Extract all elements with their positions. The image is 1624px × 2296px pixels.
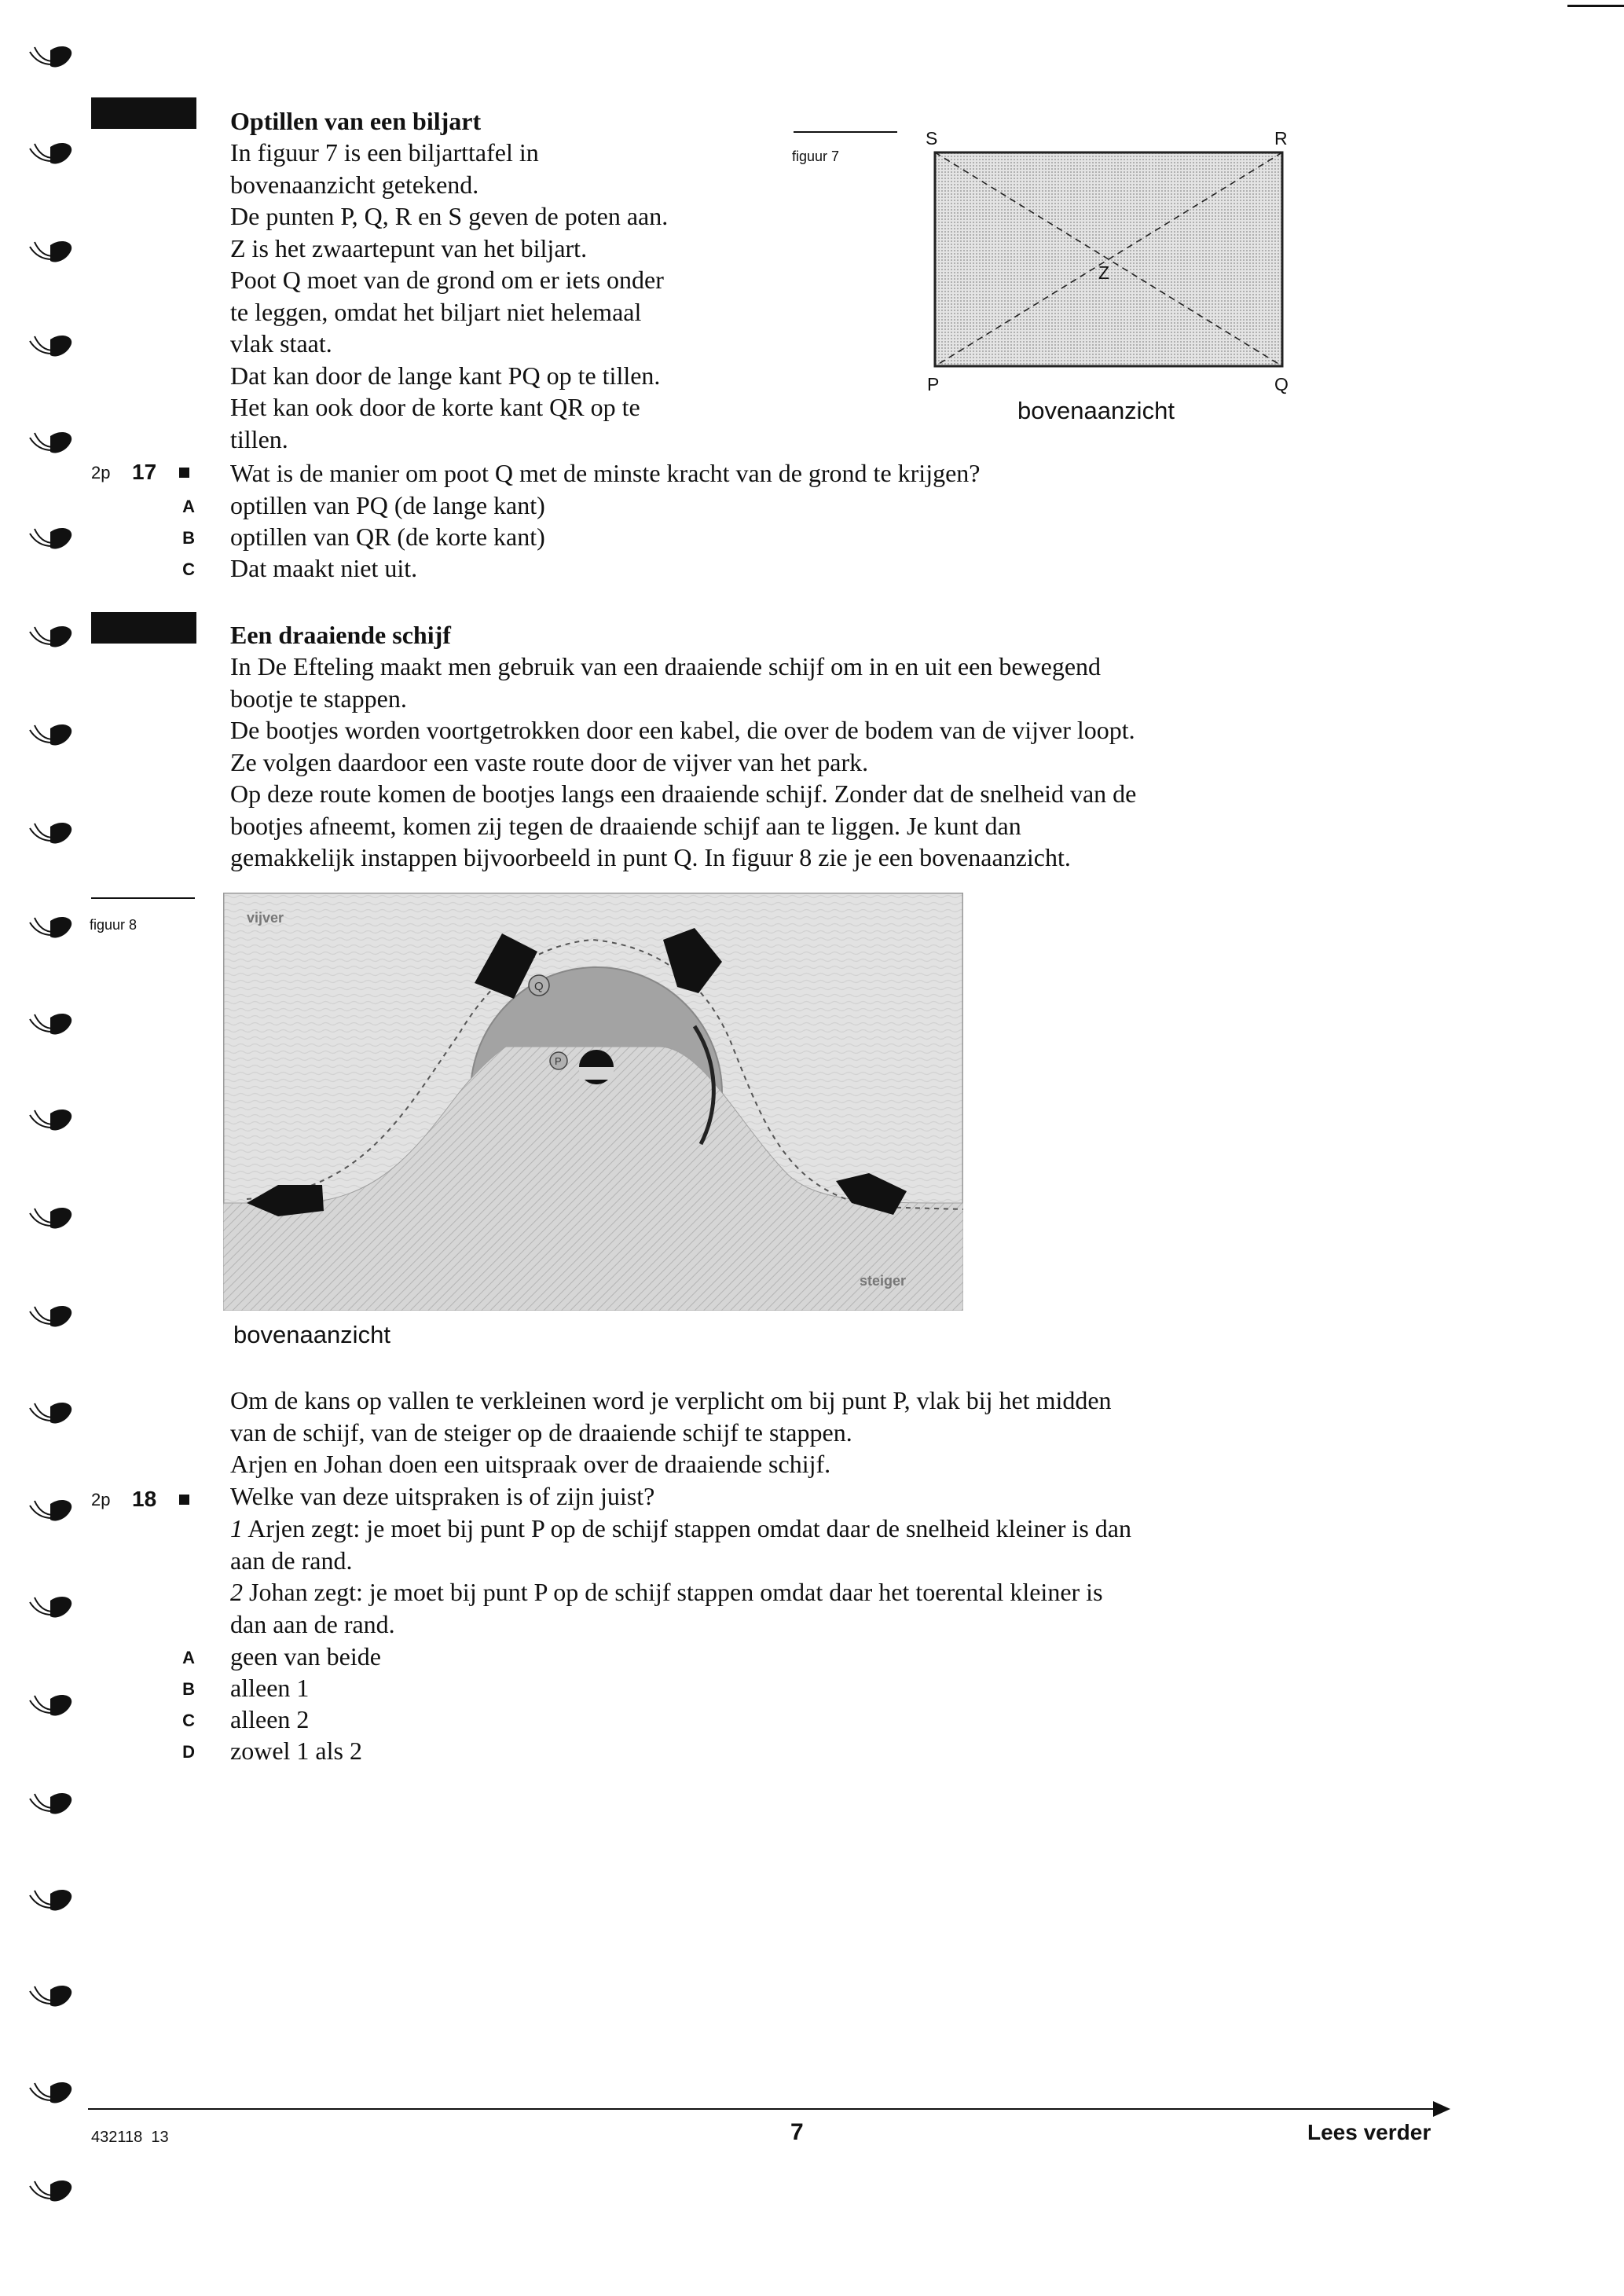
option-letter: A	[182, 497, 195, 516]
question-marker	[179, 1495, 189, 1505]
leaf-decoration-icon	[27, 1689, 75, 1724]
leaf-decoration-icon	[27, 2175, 75, 2210]
footer-arrow-icon	[1433, 2101, 1450, 2117]
option-letter: C	[182, 1711, 195, 1730]
figure-caption: bovenaanzicht	[233, 1321, 390, 1348]
steiger-label: steiger	[860, 1273, 907, 1289]
statement-text: dan aan de rand.	[230, 1609, 395, 1638]
leaf-decoration-icon	[27, 817, 75, 852]
section-body	[230, 1385, 1369, 1480]
body-line: gemakkelijk instappen bijvoorbeeld in punt Q. In figuur 8 zie je een bovenaanzicht.	[230, 843, 1071, 871]
option-text: Dat maakt niet uit.	[230, 554, 418, 582]
leaf-decoration-icon	[27, 719, 75, 754]
leaf-decoration-icon	[27, 41, 75, 75]
body-line: Ze volgen daardoor een vaste route door de vijver van het park.	[230, 747, 869, 776]
body-line: bootje te stappen.	[230, 684, 407, 713]
body-line: vlak staat.	[230, 329, 332, 358]
body-line: Het kan ook door de korte kant QR op te	[230, 393, 640, 421]
body-line: Dat kan door de lange kant PQ op te tillen.	[230, 361, 661, 390]
section-title: Optillen van een biljart	[230, 107, 482, 135]
lees-verder: Lees verder	[1307, 2120, 1432, 2144]
section-marker-block	[91, 97, 196, 129]
body-line: Z is het zwaartepunt van het biljart.	[230, 233, 588, 262]
leaf-decoration-icon	[27, 621, 75, 655]
vijver-label: vijver	[247, 910, 284, 926]
section-body	[230, 651, 1369, 874]
option-letter: B	[182, 1679, 195, 1699]
option-letter: A	[182, 1648, 195, 1667]
body-line: Op deze route komen de bootjes langs een draaiende schijf. Zonder dat de snelheid van de	[230, 779, 1137, 808]
statement-text: aan de rand.	[230, 1546, 353, 1575]
page-number: 7	[790, 2119, 804, 2145]
body-line: Om de kans op vallen te verkleinen word je verplicht om bij punt P, vlak bij het midden	[230, 1386, 1112, 1414]
body-line: bovenaanzicht getekend.	[230, 170, 479, 199]
body-line: In De Efteling maakt men gebruik van een draaiende schijf om in en uit een bewegend	[230, 652, 1102, 680]
section-body	[230, 137, 843, 455]
leaf-decoration-icon	[27, 1397, 75, 1432]
body-line: Poot Q moet van de grond om er iets onder	[230, 266, 664, 294]
leaf-decoration-icon	[27, 1884, 75, 1919]
point-label-z: Z	[1098, 262, 1110, 283]
leaf-decoration-icon	[27, 138, 75, 172]
statement-text: Arjen zegt: je moet bij punt P op de schijf stappen omdat daar de snelheid kleiner is dan	[247, 1514, 1131, 1542]
question-points: 2p	[91, 463, 111, 482]
figure-caption: bovenaanzicht	[1017, 397, 1175, 424]
body-line: In figuur 7 is een biljarttafel in	[230, 138, 539, 167]
leaf-decoration-icon	[27, 2077, 75, 2111]
point-q-label: Q	[534, 980, 544, 993]
rotating-disc-figure	[223, 893, 963, 1311]
option-letter: C	[182, 559, 195, 579]
figure-rule	[794, 131, 897, 133]
figure-rule	[91, 897, 195, 899]
leaf-decoration-icon	[27, 1300, 75, 1335]
body-line: tillen.	[230, 424, 288, 453]
point-label-r: R	[1274, 128, 1288, 149]
option-text: zowel 1 als 2	[230, 1737, 362, 1765]
body-line: Arjen en Johan doen een uitspraak over de draaiende schijf.	[230, 1450, 831, 1478]
option-text: geen van beide	[230, 1642, 381, 1671]
question-points: 2p	[91, 1490, 111, 1509]
leaf-decoration-icon	[27, 911, 75, 946]
figure-label: figuur 7	[792, 149, 840, 164]
leaf-decoration-icon	[27, 1104, 75, 1139]
point-p-label: P	[555, 1055, 562, 1067]
body-line: van de schijf, van de steiger op de draaiende schijf te stappen.	[230, 1418, 852, 1447]
billiard-table-figure	[932, 149, 1285, 369]
body-line: bootjes afneemt, komen zij tegen de draaiende schijf aan te liggen. Je kunt dan	[230, 811, 1021, 840]
section-title: Een draaiende schijf	[230, 621, 451, 649]
leaf-decoration-icon	[27, 1495, 75, 1529]
figure-label: figuur 8	[90, 917, 137, 933]
point-label-s: S	[926, 128, 938, 149]
statement-2	[230, 1576, 1369, 1640]
leaf-decoration-icon	[27, 1008, 75, 1043]
section-marker-block	[91, 612, 196, 644]
leaf-decoration-icon	[27, 523, 75, 557]
leaf-decoration-icon	[27, 427, 75, 461]
leaf-decoration-icon	[27, 1591, 75, 1626]
statement-number: 1	[230, 1514, 243, 1542]
option-letter: D	[182, 1742, 195, 1762]
statement-number: 2	[230, 1578, 243, 1606]
option-text: optillen van PQ (de lange kant)	[230, 491, 545, 519]
top-right-rule	[1567, 5, 1624, 7]
question-text: Welke van deze uitspraken is of zijn juist?	[230, 1482, 655, 1510]
leaf-decoration-icon	[27, 330, 75, 365]
billiard-table-drawing	[932, 149, 1285, 369]
point-label-p: P	[927, 374, 940, 394]
exam-code: 432118 13	[91, 2129, 169, 2146]
question-number: 18	[132, 1487, 157, 1511]
body-line: De punten P, Q, R en S geven de poten aan.	[230, 202, 669, 230]
question-number: 17	[132, 460, 157, 484]
leaf-decoration-icon	[27, 1788, 75, 1822]
body-line: De bootjes worden voortgetrokken door een kabel, die over de bodem van de vijver loopt.	[230, 716, 1135, 744]
statement-text: Johan zegt: je moet bij punt P op de schijf stappen omdat daar het toerental kleiner is	[249, 1578, 1103, 1606]
body-line: te leggen, omdat het biljart niet helemaal	[230, 297, 642, 326]
leaf-decoration-icon	[27, 1202, 75, 1237]
footer-rule	[88, 2108, 1433, 2110]
option-text: alleen 1	[230, 1674, 310, 1702]
leaf-decoration-icon	[27, 236, 75, 270]
leaf-decoration-icon	[27, 1980, 75, 2015]
question-text: Wat is de manier om poot Q met de minste kracht van de grond te krijgen?	[230, 459, 981, 487]
rotating-disc-drawing	[223, 893, 963, 1311]
question-marker	[179, 468, 189, 478]
option-text: optillen van QR (de korte kant)	[230, 523, 545, 551]
option-letter: B	[182, 528, 195, 548]
point-label-q: Q	[1274, 374, 1289, 394]
option-text: alleen 2	[230, 1705, 310, 1733]
statement-1	[230, 1513, 1369, 1576]
